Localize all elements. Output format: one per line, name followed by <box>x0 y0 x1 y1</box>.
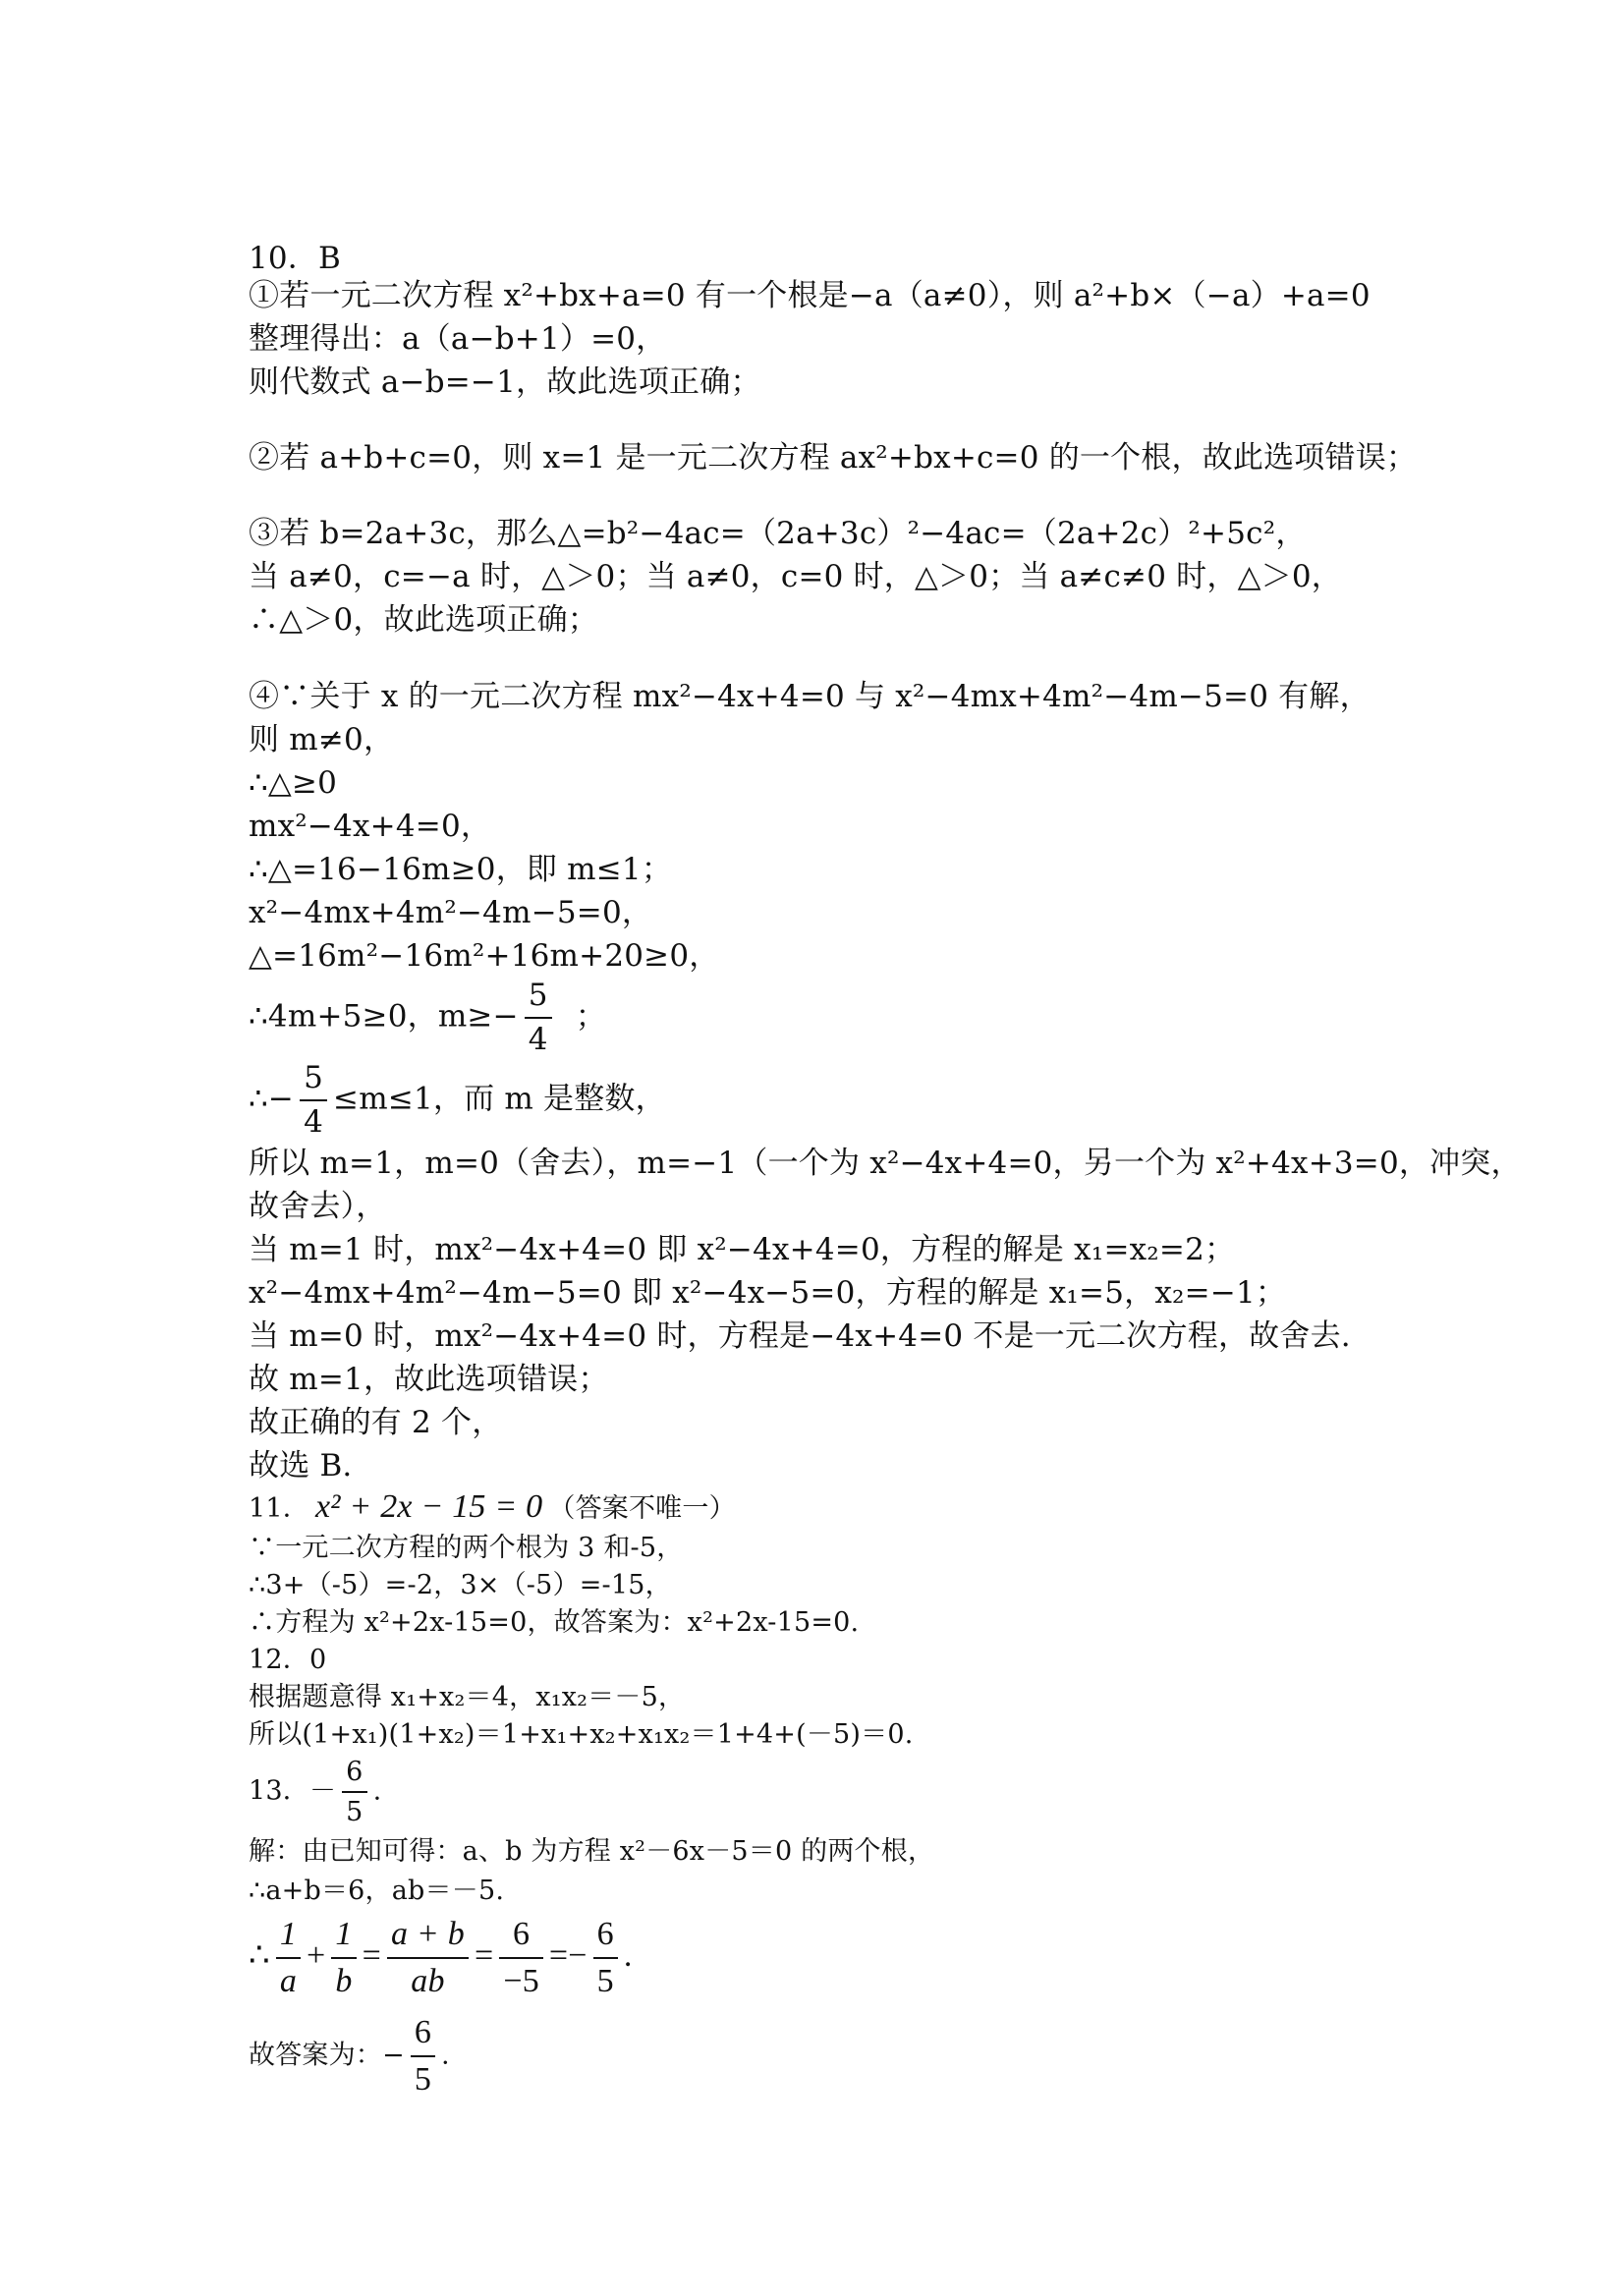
text-line: ③若 b=2a+3c，那么△=b²−4ac=（2a+3c）²−4ac=（2a+2c）²+5c²， <box>249 516 1307 551</box>
text-line: ∵一元二次方程的两个根为 3 和-5， <box>249 1533 684 1563</box>
fraction <box>411 2016 435 2097</box>
fraction-denominator: 5 <box>414 2061 432 2098</box>
fraction <box>525 980 552 1055</box>
text-line: x²−4mx+4m²−4m−5=0 即 x²−4x−5=0，方程的解是 x₁=5，x₂=−1； <box>249 1275 1287 1311</box>
text-line-with-fraction <box>249 980 606 1055</box>
text-span: 故答案为：− <box>249 2040 405 2071</box>
text-span: ∴− <box>249 1081 295 1117</box>
text-span: =− <box>548 1936 588 1974</box>
text-span: 13．－ <box>249 1775 337 1807</box>
fraction-numerator: a + b <box>387 1918 469 1959</box>
text-line: x²−4mx+4m²−4m−5=0， <box>249 895 653 930</box>
fraction <box>342 1759 366 1825</box>
fraction-denominator: 4 <box>528 1022 548 1057</box>
text-line: 根据题意得 x₁+x₂＝4，x₁x₂＝－5， <box>249 1682 686 1712</box>
text-line: 故 m=1，故此选项错误； <box>249 1362 609 1397</box>
text-line: ∴△≥0 <box>249 765 338 801</box>
text-span: ∴4m+5≥0，m≥− <box>249 998 519 1035</box>
fraction <box>300 1060 327 1140</box>
equation-line <box>249 1918 633 1998</box>
text-line: 则代数式 a−b=−1，故此选项正确； <box>249 364 761 400</box>
fraction-numerator: 5 <box>525 980 552 1019</box>
text-span: . <box>372 1775 382 1807</box>
fraction-numerator: 5 <box>300 1063 327 1101</box>
answer-13-heading <box>249 1759 381 1825</box>
text-line: 故选 B. <box>249 1448 353 1484</box>
fraction-denominator: 5 <box>596 1963 614 1999</box>
text-line-with-fraction <box>249 1060 666 1140</box>
text-span: ∴ <box>249 1936 270 1974</box>
fraction-numerator: 6 <box>499 1918 543 1959</box>
fraction-denominator: 4 <box>304 1104 324 1140</box>
text-span: ≤m≤1，而 m 是整数， <box>333 1081 666 1117</box>
text-line: 整理得出：a（a−b+1）=0， <box>249 321 667 357</box>
text-line: ∴3+（-5）=-2，3×（-5）=-15， <box>249 1570 672 1600</box>
text-span: . <box>623 1936 633 1974</box>
text-line: 所以 m=1，m=0（舍去），m=−1（一个为 x²−4x+4=0，另一个为 x²+4x+3=0，冲突， <box>249 1146 1522 1181</box>
text-line: ∴△=16−16m≥0，即 m≤1； <box>249 852 673 887</box>
text-line: 解：由已知可得：a、b 为方程 x²－6x－5＝0 的两个根， <box>249 1836 935 1867</box>
fraction-denominator: b <box>335 1963 353 1999</box>
text-line: 故正确的有 2 个， <box>249 1405 503 1440</box>
fraction-numerator: 1 <box>331 1918 356 1959</box>
text-span: + <box>307 1936 326 1974</box>
equation: x² + 2x − 15 = 0 <box>314 1488 543 1525</box>
text-line: mx²−4x+4=0， <box>249 809 492 844</box>
final-answer-line <box>249 2016 450 2097</box>
fraction <box>387 1918 469 1998</box>
text-line: ∴△＞0，故此选项正确； <box>249 602 598 638</box>
text-line: ④∵关于 x 的一元二次方程 mx²−4x+4=0 与 x²−4mx+4m²−4m−5=0 有解， <box>249 679 1371 714</box>
answer-10-heading: 10．B <box>249 241 342 276</box>
text-line: 当 m=1 时，mx²−4x+4=0 即 x²−4x+4=0，方程的解是 x₁=x₂=2； <box>249 1232 1236 1267</box>
text-line: ②若 a+b+c=0，则 x=1 是一元二次方程 ax²+bx+c=0 的一个根，故此选项错误； <box>249 440 1418 476</box>
text-span: 11． <box>249 1493 309 1524</box>
text-line: 所以(1+x₁)(1+x₂)＝1+x₁+x₂+x₁x₂＝1+4+(－5)＝0. <box>249 1719 914 1750</box>
fraction-denominator: −5 <box>503 1963 539 1999</box>
fraction <box>276 1918 301 1998</box>
fraction-numerator: 6 <box>411 2016 435 2057</box>
text-line: 当 a≠0，c=−a 时，△＞0；当 a≠0，c=0 时，△＞0；当 a≠c≠0 时，△＞0， <box>249 559 1342 594</box>
fraction-denominator: 5 <box>346 1797 364 1827</box>
text-line: ①若一元二次方程 x²+bx+a=0 有一个根是−a（a≠0），则 a²+b×（−a）+a=0 <box>249 278 1371 313</box>
text-span: （答案不唯一） <box>548 1493 736 1524</box>
text-line: 当 m=0 时，mx²−4x+4=0 时，方程是−4x+4=0 不是一元二次方程，故舍去. <box>249 1318 1351 1354</box>
text-line: △=16m²−16m²+16m+20≥0， <box>249 938 720 974</box>
fraction-numerator: 6 <box>342 1759 366 1793</box>
text-span: = <box>474 1936 494 1974</box>
text-line: 则 m≠0， <box>249 722 395 757</box>
fraction <box>499 1918 543 1998</box>
text-line: ∴a+b＝6，ab＝－5. <box>249 1876 505 1906</box>
fraction-numerator: 1 <box>276 1918 301 1959</box>
fraction-denominator: a <box>279 1963 298 1999</box>
fraction-denominator: ab <box>411 1963 445 1999</box>
answer-12-heading: 12．0 <box>249 1645 327 1675</box>
fraction-numerator: 6 <box>593 1918 618 1959</box>
text-line: 故舍去）， <box>249 1189 387 1224</box>
text-span: = <box>362 1936 381 1974</box>
fraction <box>331 1918 356 1998</box>
text-span: . <box>441 2040 450 2071</box>
fraction <box>593 1918 618 1998</box>
text-line: ∴方程为 x²+2x-15=0，故答案为：x²+2x-15=0. <box>249 1607 860 1638</box>
answer-11-heading <box>249 1490 736 1526</box>
text-span: ； <box>575 998 606 1035</box>
